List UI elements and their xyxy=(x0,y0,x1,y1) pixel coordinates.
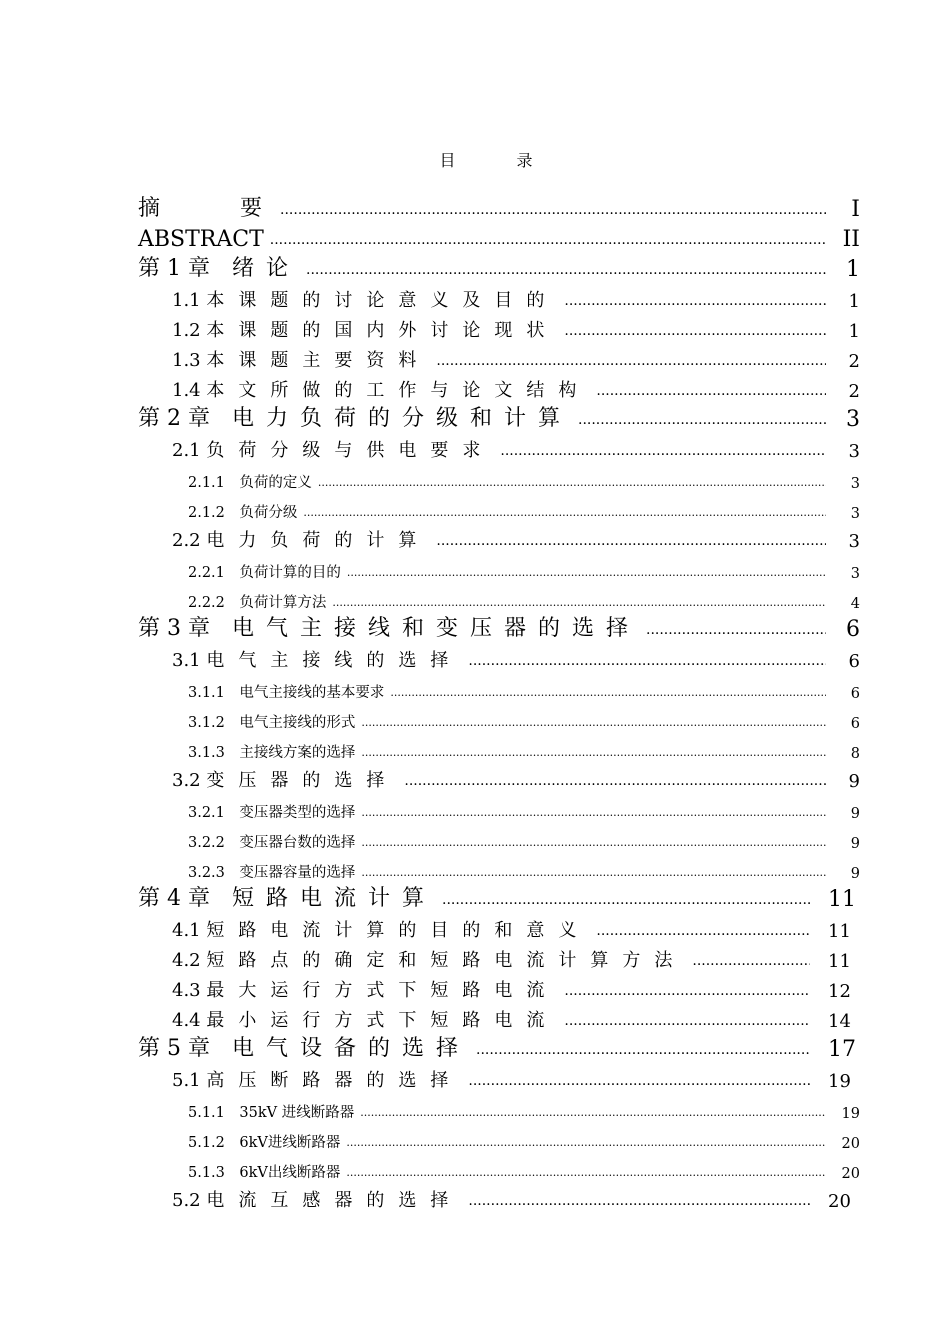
toc-entry-number: 3.1.1 xyxy=(188,685,225,701)
toc-entry-text: 6kV出线断路器 xyxy=(239,1165,341,1181)
toc-entry-label xyxy=(172,1186,468,1212)
toc-entry-page: 11 xyxy=(828,921,851,942)
toc-entry-number: 3.1.2 xyxy=(188,715,225,731)
toc-entry-text: 本课题的国内外讨论现状 xyxy=(206,320,559,341)
leader-dots xyxy=(468,642,826,672)
toc-entry-label xyxy=(172,526,436,552)
toc-entry-page: 9 xyxy=(850,806,860,822)
toc-entry-label xyxy=(138,881,442,912)
toc-entry-page: 3 xyxy=(846,407,860,432)
toc-entry-label xyxy=(172,436,500,462)
toc-entry-label xyxy=(138,191,280,222)
leader-dots xyxy=(564,1002,810,1032)
toc-entry-page: 14 xyxy=(828,1011,851,1032)
toc-entry-text: 主接线方案的选择 xyxy=(239,745,356,761)
toc-entry[interactable] xyxy=(138,702,860,732)
leader-dots xyxy=(578,402,826,432)
leader-dots xyxy=(468,1062,810,1092)
toc-entry-label xyxy=(172,946,692,972)
toc-entry[interactable] xyxy=(138,1182,860,1212)
toc-entry-label xyxy=(138,1031,476,1062)
toc-entry-number: 第 3 章 xyxy=(138,616,210,641)
toc-entry-page: 9 xyxy=(850,866,860,882)
leader-dots xyxy=(361,702,826,732)
toc-entry[interactable] xyxy=(138,432,860,462)
toc-entry-page: 19 xyxy=(828,1071,851,1092)
toc-entry-text: 负荷计算的目的 xyxy=(239,565,341,581)
toc-entry-label xyxy=(138,227,270,252)
toc-entry-label xyxy=(172,1006,564,1032)
leader-dots xyxy=(280,192,826,222)
toc-entry-page: 2 xyxy=(848,381,860,402)
toc-entry-number: 3.2.2 xyxy=(188,835,225,851)
toc-entry[interactable] xyxy=(138,762,860,792)
toc-entry-number: 5.1.1 xyxy=(188,1105,225,1121)
toc-entry-text: 本文所做的工作与论文结构 xyxy=(206,380,591,401)
toc-entry[interactable] xyxy=(138,282,860,312)
toc-entry-text: 变压器类型的选择 xyxy=(239,805,356,821)
toc-entry[interactable] xyxy=(138,1122,860,1152)
toc-entry-label xyxy=(188,861,361,882)
leader-dots xyxy=(646,612,826,642)
toc-entry-page: 11 xyxy=(828,951,851,972)
toc-entry-number: 3.1 xyxy=(172,650,201,671)
toc-entry[interactable] xyxy=(138,222,860,252)
toc-entry-text: 最大运行方式下短路电流 xyxy=(206,980,559,1001)
leader-dots xyxy=(390,672,826,702)
toc-entry-page: 12 xyxy=(828,981,851,1002)
toc-entry[interactable] xyxy=(138,372,860,402)
leader-dots xyxy=(596,912,810,942)
toc-entry[interactable] xyxy=(138,942,860,972)
toc-entry-label xyxy=(172,646,468,672)
toc-entry-text: 电力负荷的计算 xyxy=(206,530,431,551)
leader-dots xyxy=(318,462,826,492)
toc-entry-text: 负荷分级 xyxy=(239,505,298,521)
toc-entry-number: 1.2 xyxy=(172,320,201,341)
leader-dots xyxy=(476,1032,810,1062)
toc-entry-text: 变压器台数的选择 xyxy=(239,835,356,851)
toc-entry-page: 2 xyxy=(848,351,860,372)
toc-entry-label xyxy=(138,401,578,432)
toc-entry[interactable] xyxy=(138,1032,860,1062)
toc-entry-label xyxy=(172,766,404,792)
toc-entry-page: 3 xyxy=(848,441,860,462)
toc-entry-page: 3 xyxy=(848,531,860,552)
toc-entry[interactable] xyxy=(138,882,860,912)
toc-entry-number: 3.2.1 xyxy=(188,805,225,821)
toc-entry[interactable] xyxy=(138,822,860,852)
toc-entry-label xyxy=(188,501,303,522)
toc-entry-label xyxy=(188,1161,346,1182)
toc-title: 目 录 xyxy=(439,151,561,170)
toc-entry-page: 3 xyxy=(850,506,860,522)
toc-entry-text: 负荷分级与供电要求 xyxy=(206,440,495,461)
toc-entry-number: 4.3 xyxy=(172,980,201,1001)
toc-entry-label xyxy=(138,251,306,282)
leader-dots xyxy=(346,1122,826,1152)
toc-entry-label xyxy=(172,916,596,942)
toc-entry[interactable] xyxy=(138,1002,860,1032)
toc-entry-text: 最小运行方式下短路电流 xyxy=(206,1010,559,1031)
leader-dots xyxy=(361,852,826,882)
toc-entry-number: 4.1 xyxy=(172,920,201,941)
toc-entry-text: 变压器的选择 xyxy=(206,770,399,791)
leader-dots xyxy=(306,252,826,282)
toc-entry-text: 电气主接线的选择 xyxy=(206,650,463,671)
toc-entry-page: 6 xyxy=(846,617,860,642)
toc-entry-number: 5.1.2 xyxy=(188,1135,225,1151)
leader-dots xyxy=(361,822,826,852)
toc-entry-text: 电气主接线的基本要求 xyxy=(239,685,385,701)
toc-entry-page: 4 xyxy=(850,596,860,612)
toc-entry-number: 2.2 xyxy=(172,530,201,551)
toc-entry-text: 电气设备的选择 xyxy=(231,1036,470,1061)
toc-entry-label xyxy=(188,741,361,762)
toc-entry-label xyxy=(188,681,390,702)
toc-entry-page: 20 xyxy=(841,1136,860,1152)
toc-entry[interactable] xyxy=(138,582,860,612)
leader-dots xyxy=(436,342,826,372)
toc-entry-text: 本课题主要资料 xyxy=(206,350,431,371)
toc-entry-number: 1.3 xyxy=(172,350,201,371)
toc-entry-page: 17 xyxy=(828,1037,856,1062)
toc-entry-label xyxy=(188,561,347,582)
leader-dots xyxy=(303,492,826,522)
toc-entry[interactable] xyxy=(138,492,860,522)
toc-entry-number: 4.2 xyxy=(172,950,201,971)
toc-entry-page: 3 xyxy=(850,566,860,582)
toc-entry-number: 4.4 xyxy=(172,1010,201,1031)
toc-entry-text: 变压器容量的选择 xyxy=(239,865,356,881)
toc-entry-label xyxy=(172,1066,468,1092)
toc-entry-page: I xyxy=(851,197,860,222)
leader-dots xyxy=(361,792,826,822)
leader-dots xyxy=(500,432,826,462)
toc-entry-page: 20 xyxy=(828,1191,851,1212)
toc-entry-page: 8 xyxy=(850,746,860,762)
toc-entry-page: 1 xyxy=(848,321,860,342)
leader-dots xyxy=(436,522,826,552)
table-of-contents xyxy=(138,192,860,1212)
toc-entry-label xyxy=(188,711,361,732)
toc-entry-number: 2.1.2 xyxy=(188,505,225,521)
toc-entry-label xyxy=(172,346,436,372)
leader-dots xyxy=(346,1152,826,1182)
toc-entry-page: 1 xyxy=(848,291,860,312)
toc-entry[interactable] xyxy=(138,522,860,552)
toc-entry-label xyxy=(172,316,564,342)
toc-entry-page: 9 xyxy=(848,771,860,792)
toc-entry-number: 第 1 章 xyxy=(138,256,210,281)
toc-entry[interactable] xyxy=(138,672,860,702)
toc-entry-text: 短路电流计算的目的和意义 xyxy=(206,920,591,941)
toc-entry[interactable] xyxy=(138,402,860,432)
toc-entry-label xyxy=(188,801,361,822)
toc-entry-text: 负荷计算方法 xyxy=(239,595,327,611)
toc-entry-text: 电气主接线和变压器的选择 xyxy=(231,616,640,641)
toc-entry-text: 6kV进线断路器 xyxy=(239,1135,341,1151)
leader-dots xyxy=(564,972,810,1002)
leader-dots xyxy=(564,282,826,312)
toc-entry[interactable] xyxy=(138,612,860,642)
toc-entry-page: 6 xyxy=(850,686,860,702)
toc-entry-number: 3.2 xyxy=(172,770,201,791)
toc-entry-number: 第 5 章 xyxy=(138,1036,210,1061)
toc-entry[interactable] xyxy=(138,1062,860,1092)
toc-entry-label xyxy=(172,976,564,1002)
toc-entry-number: 5.1.3 xyxy=(188,1165,225,1181)
toc-entry[interactable] xyxy=(138,312,860,342)
toc-entry-text: 电流互感器的选择 xyxy=(206,1190,463,1211)
toc-entry-text: 负荷的定义 xyxy=(239,475,312,491)
toc-entry-number: 2.2.1 xyxy=(188,565,225,581)
toc-entry-number: 3.1.3 xyxy=(188,745,225,761)
toc-entry-page: 19 xyxy=(841,1106,860,1122)
toc-entry-page: II xyxy=(842,227,860,252)
toc-entry-number: 3.2.3 xyxy=(188,865,225,881)
leader-dots xyxy=(404,762,826,792)
toc-entry-number: 5.1 xyxy=(172,1070,201,1091)
toc-entry-page: 6 xyxy=(850,716,860,732)
toc-entry[interactable] xyxy=(138,912,860,942)
toc-entry[interactable] xyxy=(138,1092,860,1122)
toc-entry-page: 6 xyxy=(848,651,860,672)
leader-dots xyxy=(596,372,826,402)
toc-entry-text: ABSTRACT xyxy=(138,227,264,252)
toc-entry-label xyxy=(188,1131,346,1152)
leader-dots xyxy=(347,552,826,582)
leader-dots xyxy=(442,882,810,912)
toc-entry-text: 绪论 xyxy=(231,256,300,281)
toc-entry[interactable] xyxy=(138,252,860,282)
toc-entry[interactable] xyxy=(138,732,860,762)
toc-entry-text: 摘 要 xyxy=(138,196,275,221)
toc-entry[interactable] xyxy=(138,792,860,822)
toc-entry-text: 本课题的讨论意义及目的 xyxy=(206,290,559,311)
leader-dots xyxy=(360,1092,826,1122)
toc-entry-label xyxy=(172,376,596,402)
toc-entry[interactable] xyxy=(138,192,860,222)
toc-entry-label xyxy=(188,591,332,612)
toc-entry-label xyxy=(172,286,564,312)
leader-dots xyxy=(332,582,826,612)
toc-entry-text: 短路点的确定和短路电流计算方法 xyxy=(206,950,687,971)
toc-entry-page: 20 xyxy=(841,1166,860,1182)
toc-entry-number: 5.2 xyxy=(172,1190,201,1211)
toc-entry-text: 短路电流计算 xyxy=(231,886,436,911)
toc-entry-text: 电力负荷的分级和计算 xyxy=(231,406,572,431)
toc-entry[interactable] xyxy=(138,852,860,882)
toc-entry[interactable] xyxy=(138,1152,860,1182)
toc-entry[interactable] xyxy=(138,462,860,492)
leader-dots xyxy=(692,942,810,972)
leader-dots xyxy=(564,312,826,342)
leader-dots xyxy=(361,732,826,762)
toc-entry-number: 1.4 xyxy=(172,380,201,401)
leader-dots xyxy=(270,222,826,252)
toc-entry-page: 3 xyxy=(850,476,860,492)
toc-entry-label xyxy=(188,471,318,492)
toc-entry[interactable] xyxy=(138,552,860,582)
toc-entry-number: 第 4 章 xyxy=(138,886,210,911)
leader-dots xyxy=(468,1182,810,1212)
toc-entry-number: 2.1.1 xyxy=(188,475,225,491)
toc-entry-number: 第 2 章 xyxy=(138,406,210,431)
toc-entry-text: 电气主接线的形式 xyxy=(239,715,356,731)
toc-entry-page: 11 xyxy=(828,887,856,912)
toc-entry-number: 2.2.2 xyxy=(188,595,225,611)
toc-entry-text: 35kV 进线断路器 xyxy=(239,1105,355,1121)
toc-entry[interactable] xyxy=(138,972,860,1002)
toc-entry[interactable] xyxy=(138,642,860,672)
toc-entry-label xyxy=(188,831,361,852)
toc-entry-label xyxy=(138,611,646,642)
toc-entry-number: 2.1 xyxy=(172,440,201,461)
toc-entry-text: 高压断路器的选择 xyxy=(206,1070,463,1091)
toc-entry-label xyxy=(188,1101,360,1122)
toc-entry-number: 1.1 xyxy=(172,290,201,311)
toc-entry[interactable] xyxy=(138,342,860,372)
toc-entry-page: 1 xyxy=(846,257,860,282)
toc-entry-page: 9 xyxy=(850,836,860,852)
